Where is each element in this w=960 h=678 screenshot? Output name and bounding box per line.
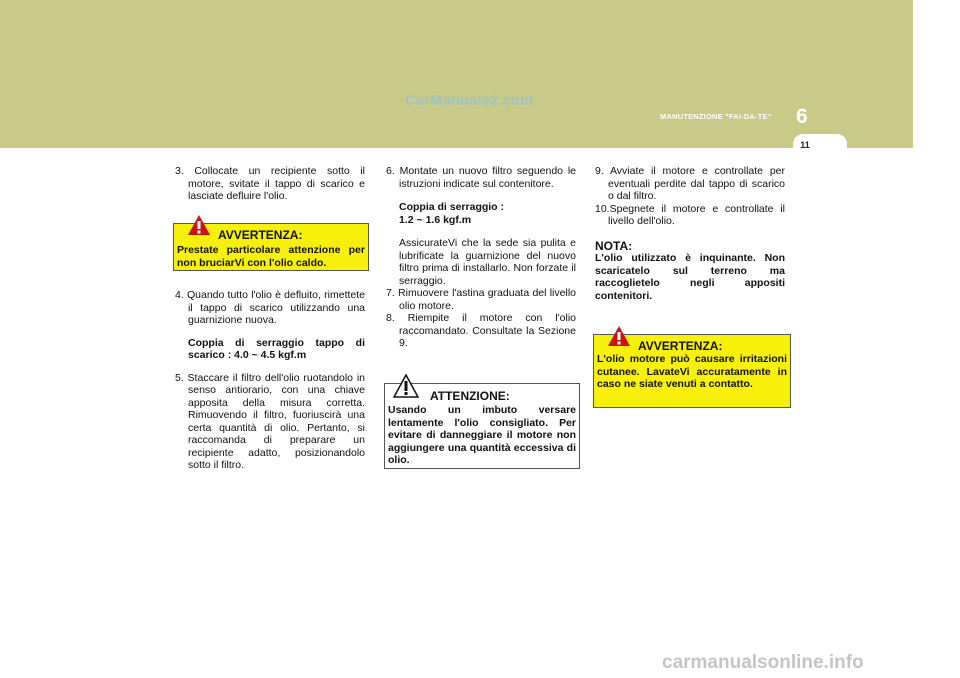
step-4: 4. Quando tutto l'olio è defluito, rimettete il tappo di scarico utilizzando una guarnizione nuova. [175,289,365,326]
warning-body: Prestate particolare attenzione per non bruciarVi con l'olio caldo. [177,244,365,269]
step-10: 10.Spegnete il motore e controllate il livello dell'olio. [595,202,785,227]
step-8: 8. Riempite il motore con l'olio raccomandato. Consultate la Sezione 9. [386,312,576,349]
step-9: 9. Avviate il motore e controllate per eventuali perdite dal tappo di scarico o dal filtro. [595,165,785,202]
warning-title: AVVERTENZA: [638,339,723,353]
step-6: 6. Montate un nuovo filtro seguendo le istruzioni indicate sul contenitore. [386,165,576,190]
page-number: 11 [800,140,810,150]
caution-body: Usando un imbuto versare lentamente l'olio consigliato. Per evitare di danneggiare il motore non aggiungere una quantità eccessiva di olio. [388,404,576,466]
warning-icon [607,325,631,347]
step-6-torque-value: 1.2 ~ 1.6 kgf.m [399,213,472,226]
warning-icon [187,214,211,236]
warning-box-hot-oil [173,223,369,271]
step-5: 5. Staccare il filtro dell'olio ruotandolo in senso antiorario, con una chiave apposita della misura corretta. Rimuovendo il filtro, fuoriuscirà una certa quantità di olio. Pertanto, si raccomanda di preparare un recipiente adatto, posizionandolo sotto il filtro. [175,371,365,471]
column-1-continued [175,289,365,472]
note-title: NOTA: [595,238,633,253]
caution-title: ATTENZIONE: [430,389,510,403]
caution-icon [393,374,419,398]
step-6-note: AssicurateVi che la sede sia pulita e lubrificate la guarnizione del nuovo filtro prima di installarlo. Non forzate il serraggio. [399,237,576,287]
caution-box-funnel [384,383,580,469]
chapter-number: 6 [796,105,808,128]
column-3 [595,165,785,302]
column-2 [386,165,576,350]
warning-body: L'olio motore può causare irritazioni cutanee. LavateVi accuratamente in caso ne siate venuti a contatto. [597,353,787,390]
step-4-torque-spec: Coppia di serraggio tappo di scarico : 4.0 ~ 4.5 kgf.m [188,336,365,361]
note-body: L'olio utilizzato è inquinante. Non scaricatelo sul terreno ma raccoglietelo negli appositi contenitori. [595,252,785,302]
warning-box-skin-irritation [593,334,791,408]
chapter-title: MANUTENZIONE "FAI-DA-TE" [660,112,772,121]
warning-title: AVVERTENZA: [218,228,303,242]
header-watermark: CarManuals2.com [405,92,534,109]
column-1 [175,165,365,203]
step-3: 3. Collocate un recipiente sotto il motore, svitate il tappo di scarico e lasciate defluire l'olio. [175,165,365,202]
chapter-header-band [0,0,913,148]
footer-watermark: carmanualsonline.info [662,652,864,673]
step-7: 7. Rimuovere l'astina graduata del livello olio motore. [386,287,576,312]
step-6-torque-label: Coppia di serraggio : [399,201,505,213]
